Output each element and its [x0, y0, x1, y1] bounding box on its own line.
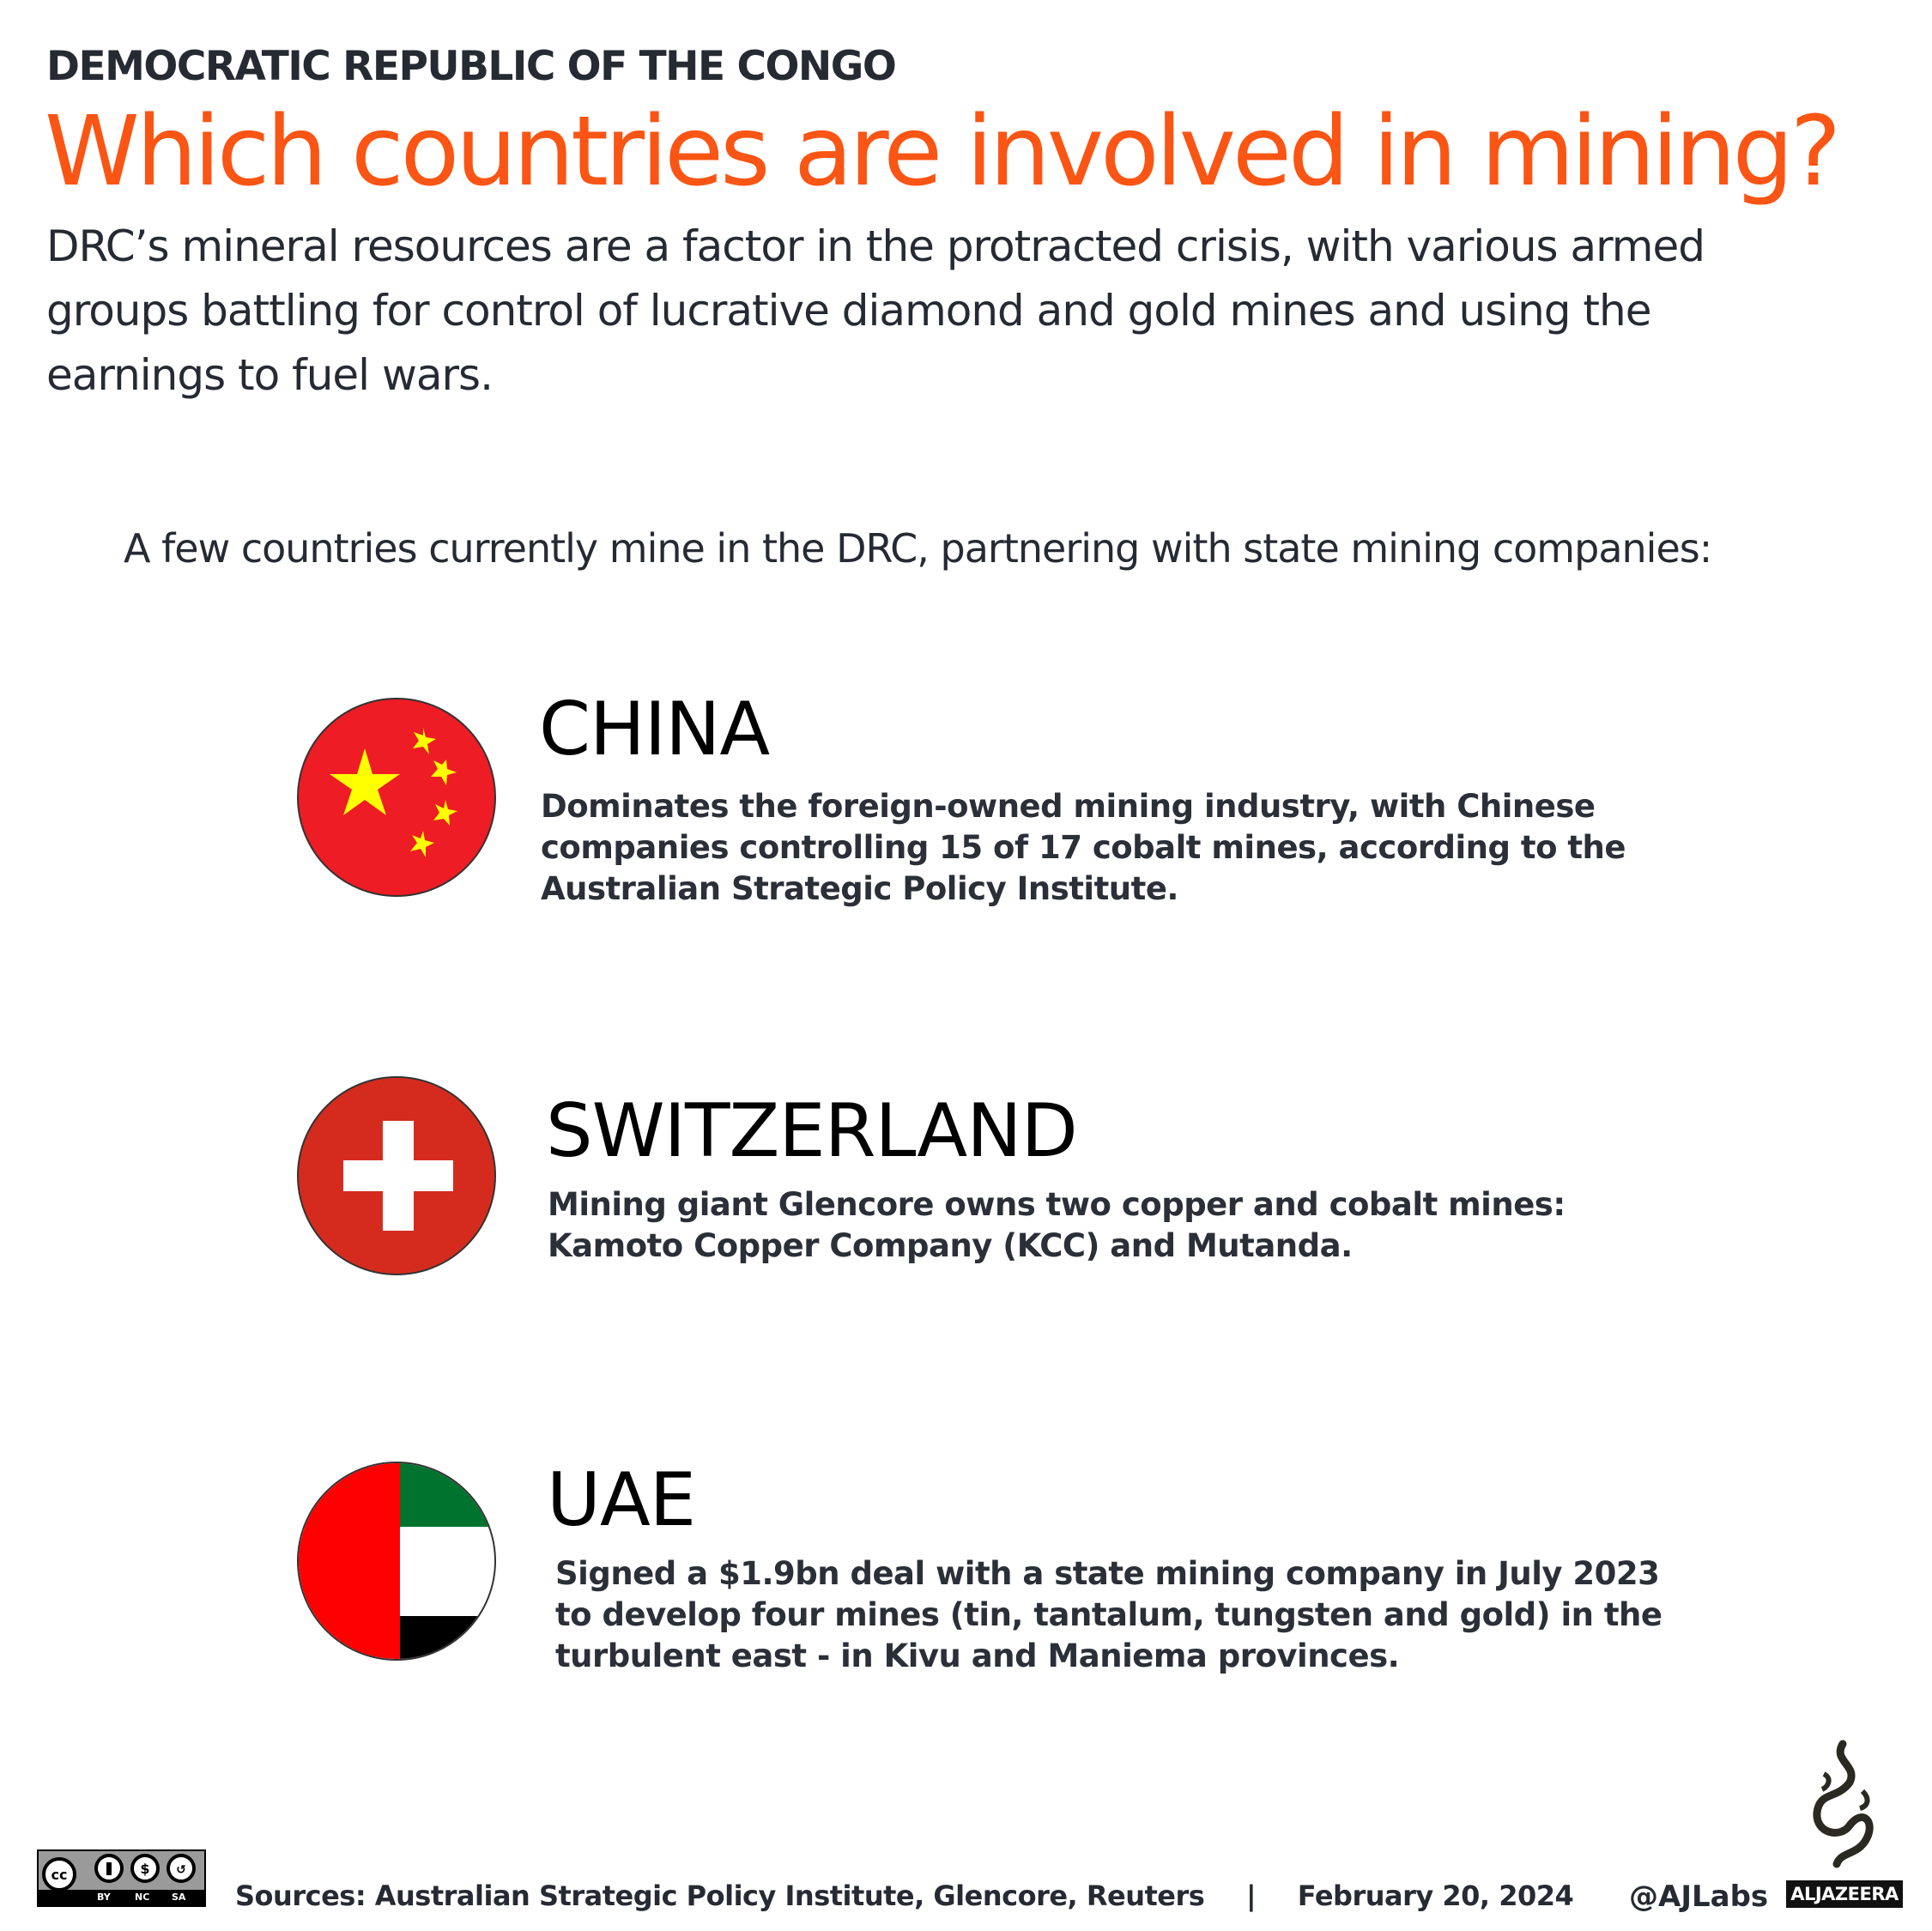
svg-text:↺: ↺: [176, 1863, 186, 1877]
uae-flag-icon: [297, 1462, 496, 1661]
description-line: companies controlling 15 of 17 cobalt mines, according to the: [541, 829, 1626, 866]
intro-line: DRC’s mineral resources are a factor in the protracted crisis, with various armed: [46, 221, 1705, 271]
svg-text:$: $: [140, 1861, 150, 1877]
sources-text: Sources: Australian Strategic Policy Institute, Glencore, Reuters: [235, 1880, 1205, 1912]
description-line: Signed a $1.9bn deal with a state mining company in July 2023: [555, 1555, 1660, 1592]
license-labels: [39, 1890, 204, 1905]
separator: |: [1245, 1880, 1257, 1912]
description-line: to develop four mines (tin, tantalum, tungsten and gold) in the: [555, 1596, 1662, 1633]
description-line: Mining giant Glencore owns two copper and cobalt mines:: [548, 1186, 1566, 1223]
date-text: February 20, 2024: [1297, 1880, 1574, 1912]
intro-line: earnings to fuel wars.: [46, 350, 493, 400]
aljazeera-calligraphy-logo-icon: [1798, 1740, 1888, 1868]
license-sa: SA: [172, 1892, 186, 1903]
description-line: Dominates the foreign-owned mining industry, with Chinese: [541, 788, 1596, 825]
country-name: CHINA: [539, 687, 770, 772]
svg-text:cc: cc: [51, 1867, 68, 1883]
license-by: BY: [97, 1892, 111, 1903]
country-description: [548, 1184, 1566, 1267]
creative-commons-license-icon: [37, 1849, 206, 1907]
kicker: DEMOCRATIC REPUBLIC OF THE CONGO: [46, 43, 896, 90]
country-description: [541, 786, 1626, 910]
country-name: UAE: [547, 1457, 696, 1543]
license-nc: NC: [135, 1892, 150, 1903]
description-line: Australian Strategic Policy Institute.: [541, 870, 1178, 907]
lead-text: A few countries currently mine in the DRC, partnering with state mining companies:: [124, 525, 1712, 572]
aljazeera-logo: ALJAZEERA: [1786, 1880, 1903, 1908]
switzerland-flag-icon: [297, 1076, 496, 1275]
country-description: [555, 1553, 1662, 1677]
country-name: SWITZERLAND: [546, 1088, 1077, 1174]
description-line: Kamoto Copper Company (KCC) and Mutanda.: [548, 1227, 1353, 1264]
china-flag-icon: [297, 698, 496, 897]
intro-line: groups battling for control of lucrative diamond and gold mines and using the: [46, 286, 1651, 336]
ajlabs-handle: @AJLabs: [1629, 1880, 1769, 1914]
description-line: turbulent east - in Kivu and Maniema provinces.: [555, 1637, 1400, 1674]
page-title: Which countries are involved in mining?: [45, 96, 1838, 208]
intro-paragraph: [46, 215, 1705, 408]
footer-credits: [235, 1880, 1573, 1912]
